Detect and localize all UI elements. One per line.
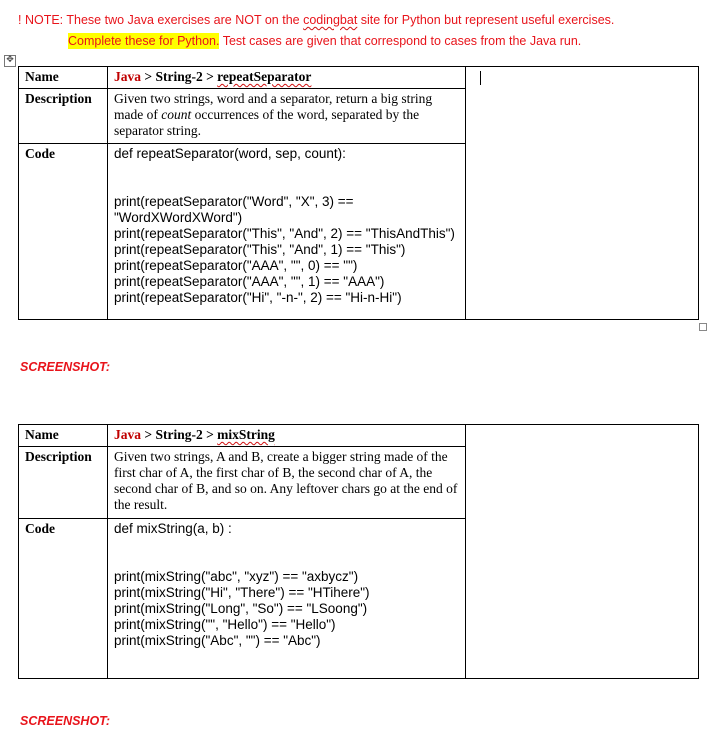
exercise-title-cell: Java > String-2 > repeatSeparator bbox=[108, 67, 466, 89]
screenshot-label-1: SCREENSHOT: bbox=[20, 360, 111, 374]
test-line: print(repeatSeparator("AAA", "", 1) == "AAA") bbox=[114, 274, 385, 289]
code-label: Code bbox=[19, 519, 108, 679]
section-label: String-2 bbox=[155, 427, 203, 442]
answer-cell[interactable] bbox=[466, 67, 699, 320]
test-line: print(repeatSeparator("This", "And", 2) == "ThisAndThis") bbox=[114, 226, 455, 241]
codingbat-word: codingbat bbox=[303, 13, 358, 27]
java-label: Java bbox=[114, 69, 141, 84]
screenshot-label-2: SCREENSHOT: bbox=[20, 714, 111, 728]
exercise-table-mix-string bbox=[18, 424, 699, 679]
test-line: print(mixString("abc", "xyz") == "axbycz") bbox=[114, 569, 359, 584]
test-line: print(repeatSeparator("Hi", "-n-", 2) == "Hi-n-Hi") bbox=[114, 290, 402, 305]
description-cell: Given two strings, A and B, create a bigger string made of the first char of A, the first char of B, the second char of A, the second char of B, and so on. Any leftover chars go at the end of the result. bbox=[108, 447, 466, 519]
code-label: Code bbox=[19, 144, 108, 320]
test-line: print(repeatSeparator("This", "And", 1) == "This") bbox=[114, 242, 406, 257]
table-move-handle-icon[interactable]: ✥ bbox=[4, 55, 16, 67]
test-line: print(mixString("", "Hello") == "Hello") bbox=[114, 617, 336, 632]
highlighted-instruction: Complete these for Python. bbox=[68, 34, 220, 48]
name-label: Name bbox=[19, 425, 108, 447]
exercise-title: repeatSeparator bbox=[217, 69, 312, 84]
test-line: print(mixString("Long", "So") == "LSoong") bbox=[114, 601, 368, 616]
exercise-note bbox=[18, 10, 614, 52]
answer-cell[interactable] bbox=[466, 425, 699, 679]
description-label: Description bbox=[19, 447, 108, 519]
description-label: Description bbox=[19, 89, 108, 144]
test-line: print(mixString("Abc", "") == "Abc") bbox=[114, 633, 321, 648]
test-line: print(repeatSeparator("Word", "X", 3) == "WordXWordXWord") bbox=[114, 194, 354, 225]
java-label: Java bbox=[114, 427, 141, 442]
test-line: print(mixString("Hi", "There") == "HTihere") bbox=[114, 585, 370, 600]
code-cell bbox=[108, 519, 466, 679]
text-cursor bbox=[480, 71, 481, 85]
exercise-title: mixString bbox=[217, 427, 275, 442]
description-cell: Given two strings, word and a separator, return a big string made of count occurrences of the word, separated by the separator string. bbox=[108, 89, 466, 144]
def-line: def mixString(a, b) : bbox=[114, 521, 232, 536]
table-resize-handle[interactable] bbox=[699, 323, 707, 331]
note-line-2: Complete these for Python. Test cases are given that correspond to cases from the Java run. bbox=[68, 34, 582, 48]
code-cell bbox=[108, 144, 466, 320]
def-line: def repeatSeparator(word, sep, count): bbox=[114, 146, 346, 161]
test-line: print(repeatSeparator("AAA", "", 0) == "") bbox=[114, 258, 358, 273]
exercise-title-cell: Java > String-2 > mixString bbox=[108, 425, 466, 447]
section-label: String-2 bbox=[155, 69, 203, 84]
exercise-table-repeat-separator bbox=[18, 66, 699, 320]
name-label: Name bbox=[19, 67, 108, 89]
note-line-1: ! NOTE: These two Java exercises are NOT on the codingbat site for Python but represent useful exercises. bbox=[18, 13, 615, 27]
